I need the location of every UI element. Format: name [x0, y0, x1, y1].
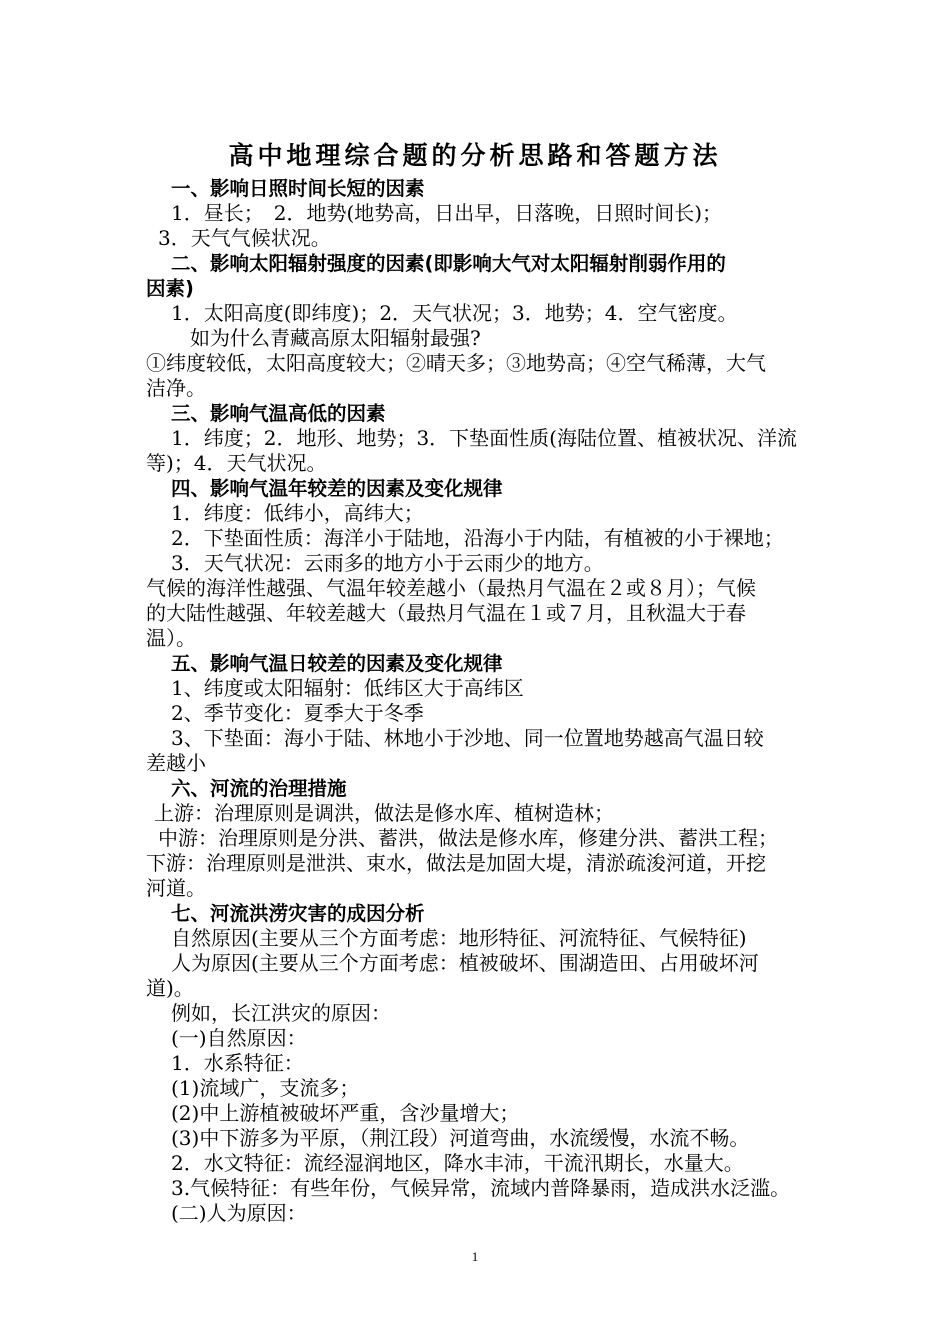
text-line: (一)自然原因： — [171, 1026, 307, 1050]
text-line: 2、季节变化：夏季大于冬季 — [171, 701, 424, 725]
section-heading: 一、影响日照时间长短的因素 — [171, 177, 425, 200]
text-line: 自然原因(主要从三个方面考虑：地形特征、河流特征、气候特征) — [171, 926, 747, 950]
text-line: ①纬度较低，太阳高度较大；②晴天多；③地势高；④空气稀薄，大气 — [146, 351, 766, 375]
section-heading: 五、影响气温日较差的因素及变化规律 — [171, 652, 503, 675]
section-heading: 六、河流的治理措施 — [171, 777, 347, 800]
text-line: 气候的海洋性越强、气温年较差越小（最热月气温在２或８月）；气候 — [146, 576, 756, 600]
text-line: 洁净。 — [146, 376, 206, 400]
text-line: 如为什么青藏高原太阳辐射最强? — [190, 326, 481, 350]
text-line: 3.气候特征：有些年份，气候异常，流域内普降暴雨，造成洪水泛滥。 — [171, 1176, 791, 1200]
text-line: 温）。 — [146, 626, 196, 650]
text-line: 中游：治理原则是分洪、蓄洪，做法是修水库，修建分洪、蓄洪工程； — [158, 826, 778, 850]
text-line: 3．天气状况：云雨多的地方小于云雨少的地方。 — [171, 551, 604, 575]
text-line: (1)流域广，支流多； — [171, 1076, 360, 1100]
section-heading: 七、河流洪涝灾害的成因分析 — [171, 902, 425, 925]
text-line: 2．下垫面性质：海洋小于陆地，沿海小于内陆，有植被的小于裸地； — [171, 526, 784, 550]
text-line: 的大陆性越强、年较差越大（最热月气温在１或７月，且秋温大于春 — [146, 601, 746, 625]
text-line: (3)中下游多为平原，（荆江段）河道弯曲，水流缓慢，水流不畅。 — [171, 1126, 750, 1150]
text-line: 上游：治理原则是调洪，做法是修水库、植树造林； — [154, 801, 614, 825]
text-line: 3、下垫面：海小于陆、林地小于沙地、同一位置地势越高气温日较 — [171, 726, 764, 750]
text-line: 1．昼长； 2．地势(地势高，日出早，日落晚，日照时间长)； — [171, 201, 723, 225]
text-line: 等)；4．天气状况。 — [146, 451, 327, 475]
text-line: 1．纬度；2．地形、地势；3．下垫面性质(海陆位置、植被状况、洋流 — [171, 426, 797, 450]
text-line: 例如，长江洪灾的原因： — [171, 1001, 391, 1025]
text-line: 1．太阳高度(即纬度)；2．天气状况；3．地势；4．空气密度。 — [171, 301, 738, 325]
document-body — [146, 176, 816, 1226]
text-line: (2)中上游植被破坏严重，含沙量增大； — [171, 1101, 520, 1125]
text-line: 2．水文特征：流经湿润地区，降水丰沛，干流汛期长，水量大。 — [171, 1151, 744, 1175]
text-line: 3．天气气候状况。 — [158, 226, 331, 250]
text-line: 1、纬度或太阳辐射：低纬区大于高纬区 — [171, 676, 524, 700]
section-heading: 二、影响太阳辐射强度的因素(即影响大气对太阳辐射削弱作用的 — [171, 252, 726, 275]
text-line: 河道。 — [146, 876, 206, 900]
text-line: 道)。 — [146, 976, 194, 1000]
page-number: 1 — [471, 1249, 479, 1264]
text-line: 1．水系特征： — [171, 1051, 304, 1075]
document-title: 高中地理综合题的分析思路和答题方法 — [228, 141, 722, 170]
section-heading: 三、影响气温高低的因素 — [171, 402, 386, 425]
section-heading: 四、影响气温年较差的因素及变化规律 — [171, 477, 503, 500]
text-line: 人为原因(主要从三个方面考虑：植被破坏、围湖造田、占用破坏河 — [171, 951, 759, 975]
section-heading: 因素) — [146, 277, 194, 300]
text-line: 差越小 — [146, 751, 206, 775]
text-line: 下游：治理原则是泄洪、束水，做法是加固大堤，清淤疏浚河道，开挖 — [146, 851, 766, 875]
text-line: 1．纬度：低纬小，高纬大； — [171, 501, 424, 525]
text-line: (二)人为原因： — [171, 1201, 307, 1225]
